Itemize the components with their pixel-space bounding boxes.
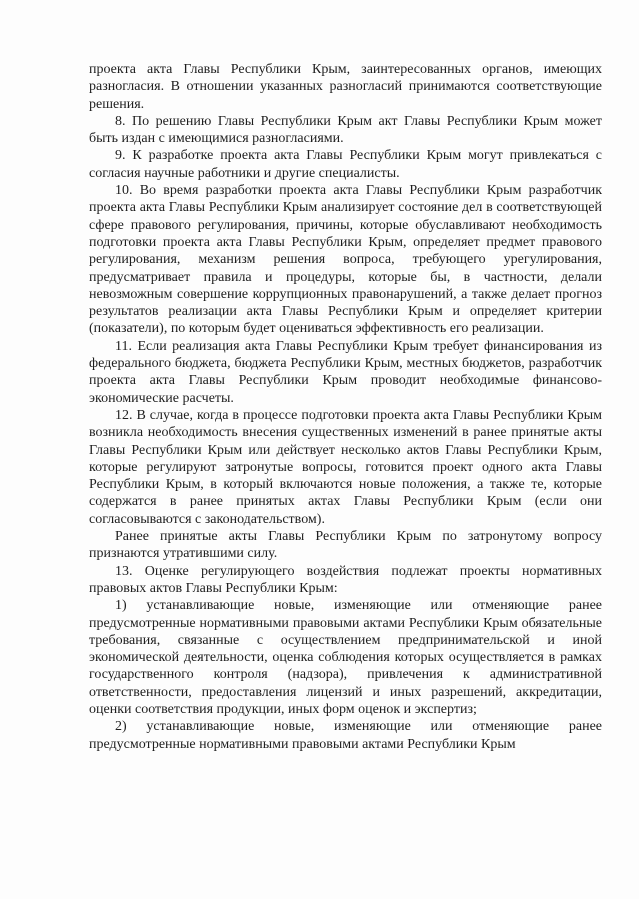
paragraph-item-9: 9. К разработке проекта акта Главы Республики Крым могут привлекаться с согласия научные работники и другие специалисты.	[89, 148, 602, 181]
paragraph-item-13-subitem-2: 2) устанавливающие новые, изменяющие или отменяющие ранее предусмотренные нормативными правовыми актами Республики Крым	[89, 719, 602, 752]
paragraph-item-11: 11. Если реализация акта Главы Республики Крым требует финансирования из федерального бюджета, бюджета Республики Крым, местных бюджетов, разработчик проекта акта Главы Республики Крым проводит необходимые финансово-экономические расчеты.	[89, 338, 602, 406]
paragraph-item-10: 10. Во время разработки проекта акта Главы Республики Крым разработчик проекта акта Главы Республики Крым анализирует состояние дел в соответствующей сфере правового регулирования, причины, которые обуславливают необходимость подготовки проекта акта Главы Республики Крым, определяет предмет правового регулирования, механизм решения вопроса, требующего урегулирования, предусматривает правила и процедуры, которые бы, в частности, делали невозможным совершение коррупционных правонарушений, а также делает прогноз результатов реализации акта Главы Республики Крым и определяет критерии (показатели), по которым будет оцениваться эффективность его реализации.	[89, 183, 602, 337]
paragraph-continuation: проекта акта Главы Республики Крым, заинтересованных органов, имеющих разногласия. В отношении указанных разногласий принимаются соответствующие решения.	[89, 62, 602, 112]
paragraph-item-12: 12. В случае, когда в процессе подготовки проекта акта Главы Республики Крым возникла необходимость внесения существенных изменений в ранее принятые акты Главы Республики Крым или действует несколько актов Главы Республики Крым, которые регулируют затронутые вопросы, готовится проект одного акта Главы Республики Крым, в который включаются новые положения, а также те, которые содержатся в ранее принятых актах Главы Республики Крым (если они согласовываются с законодательством).	[89, 407, 602, 527]
paragraph-item-13: 13. Оценке регулирующего воздействия подлежат проекты нормативных правовых актов Главы Республики Крым:	[89, 563, 602, 596]
document-body	[89, 61, 602, 753]
paragraph-item-12-repeal: Ранее принятые акты Главы Республики Крым по затронутому вопросу признаются утратившими силу.	[89, 529, 602, 562]
paragraph-item-13-subitem-1: 1) устанавливающие новые, изменяющие или отменяющие ранее предусмотренные нормативными правовыми актами Республики Крым обязательные требования, связанные с осуществлением предпринимательской и иной экономической деятельности, оценка соблюдения которых осуществляется в рамках государственного контроля (надзора), привлечения к административной ответственности, предоставления лицензий и иных разрешений, аккредитации, оценки соответствия продукции, иных форм оценок и экспертиз;	[89, 598, 602, 717]
paragraph-item-8: 8. По решению Главы Республики Крым акт Главы Республики Крым может быть издан с имеющимися разногласиями.	[89, 113, 602, 147]
